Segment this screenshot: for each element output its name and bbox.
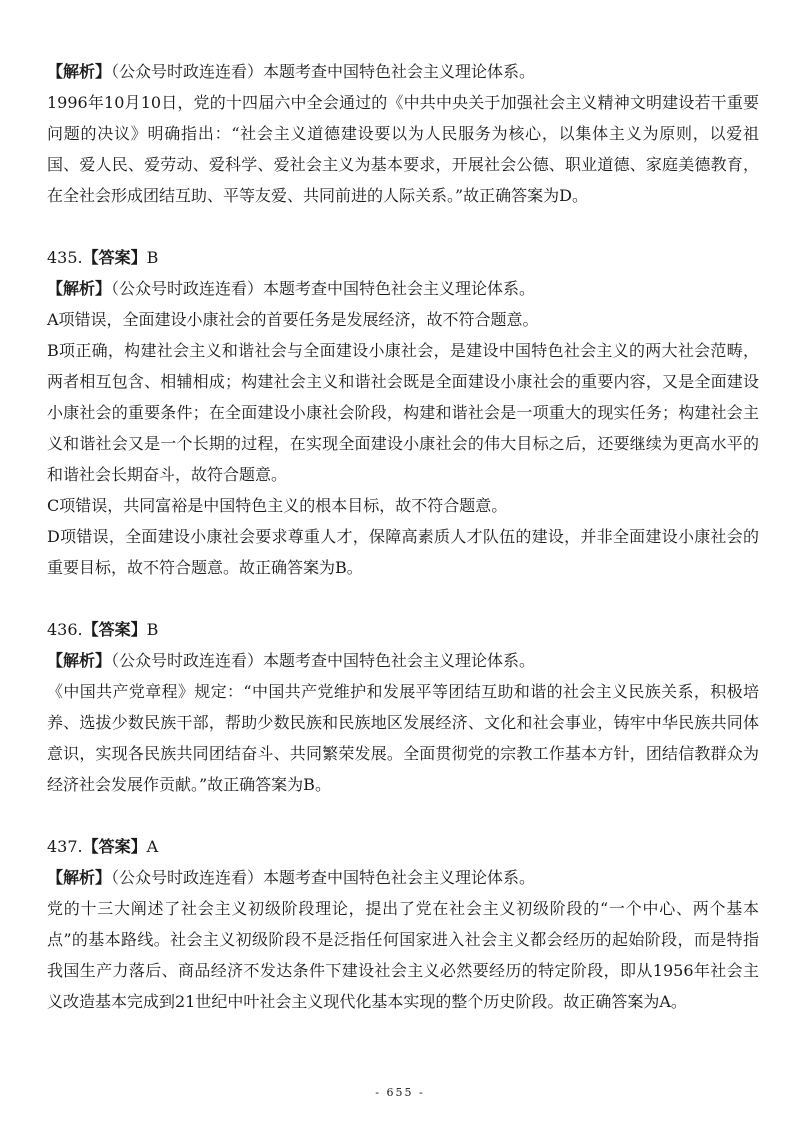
- answer-line-436: [47, 614, 759, 645]
- analysis-topic: 本题考查中国特色社会主义理论体系。: [263, 62, 536, 81]
- answer-label: 【答案】: [82, 837, 147, 856]
- analysis-topic: 本题考查中国特色社会主义理论体系。: [263, 651, 536, 670]
- analysis-line-435: [47, 273, 759, 304]
- analysis-label: 【解析】: [47, 62, 112, 81]
- analysis-label: 【解析】: [47, 868, 112, 887]
- answer-line-435: [47, 242, 759, 273]
- option-a-explanation: A项错误，全面建设小康社会的首要任务是发展经济，故不符合题意。: [47, 310, 539, 329]
- analysis-line-434: [47, 56, 759, 87]
- answer-line-437: [47, 831, 759, 862]
- page-number: - 655 -: [375, 1086, 425, 1099]
- analysis-topic: 本题考查中国特色社会主义理论体系。: [263, 868, 536, 887]
- paragraph-434: 1996年10月10日，党的十四届六中全会通过的《中共中央关于加强社会主义精神文明建设若干重要问题的决议》明确指出：“社会主义道德建设要以为人民服务为核心，以集体主义为原则，以爱祖国、爱人民、爱劳动、爱科学、爱社会主义为基本要求，开展社会公德、职业道德、家庭美德教育，在全社会形成团结互助、平等友爱、共同前进的人际关系。”故正确答案为D。: [47, 93, 759, 205]
- answer-label: 【答案】: [82, 248, 147, 267]
- analysis-label: 【解析】: [47, 651, 112, 670]
- option-d-explanation: D项错误，全面建设小康社会要求尊重人才，保障高素质人才队伍的建设，并非全面建设小康社会的重要目标，故不符合题意。故正确答案为B。: [47, 527, 759, 577]
- question-number: 435.: [47, 248, 83, 267]
- answer-value: A: [146, 837, 159, 856]
- analysis-source: （公众号时政连连看）: [111, 62, 264, 81]
- analysis-label: 【解析】: [47, 279, 112, 298]
- option-c-explanation: C项错误，共同富裕是中国特色主义的根本目标，故不符合题意。: [47, 496, 508, 515]
- answer-label: 【答案】: [82, 620, 147, 639]
- analysis-source: （公众号时政连连看）: [111, 279, 264, 298]
- question-number: 437.: [47, 837, 83, 856]
- analysis-line-437: [47, 862, 759, 893]
- page-content: [47, 56, 759, 1017]
- question-number: 436.: [47, 620, 83, 639]
- paragraph-436: 《中国共产党章程》规定：“中国共产党维护和发展平等团结互助和谐的社会主义民族关系，积极培养、选拔少数民族干部，帮助少数民族和民族地区发展经济、文化和社会事业，铸牢中华民族共同体意识，实现各民族共同团结奋斗、共同繁荣发展。全面贯彻党的宗教工作基本方针，团结信教群众为经济社会发展作贡献。”故正确答案为B。: [47, 682, 759, 794]
- analysis-topic: 本题考查中国特色社会主义理论体系。: [263, 279, 536, 298]
- analysis-line-436: [47, 645, 759, 676]
- option-b-explanation: B项正确，构建社会主义和谐社会与全面建设小康社会，是建设中国特色社会主义的两大社会范畴，两者相互包含、相辅相成；构建社会主义和谐社会既是全面建设小康社会的重要内容，又是全面建设小康社会的重要条件；在全面建设小康社会阶段，构建和谐社会是一项重大的现实任务；构建社会主义和谐社会又是一个长期的过程，在实现全面建设小康社会的伟大目标之后，还要继续为更高水平的和谐社会长期奋斗，故符合题意。: [47, 341, 759, 484]
- answer-value: B: [146, 620, 159, 639]
- analysis-source: （公众号时政连连看）: [111, 868, 264, 887]
- answer-value: B: [146, 248, 159, 267]
- paragraph-437: 党的十三大阐述了社会主义初级阶段理论，提出了党在社会主义初级阶段的“一个中心、两个基本点”的基本路线。社会主义初级阶段不是泛指任何国家进入社会主义都会经历的起始阶段，而是特指我国生产力落后、商品经济不发达条件下建设社会主义必然要经历的特定阶段，即从1956年社会主义改造基本完成到21世纪中叶社会主义现代化基本实现的整个历史阶段。故正确答案为A。: [47, 899, 759, 1011]
- analysis-source: （公众号时政连连看）: [111, 651, 264, 670]
